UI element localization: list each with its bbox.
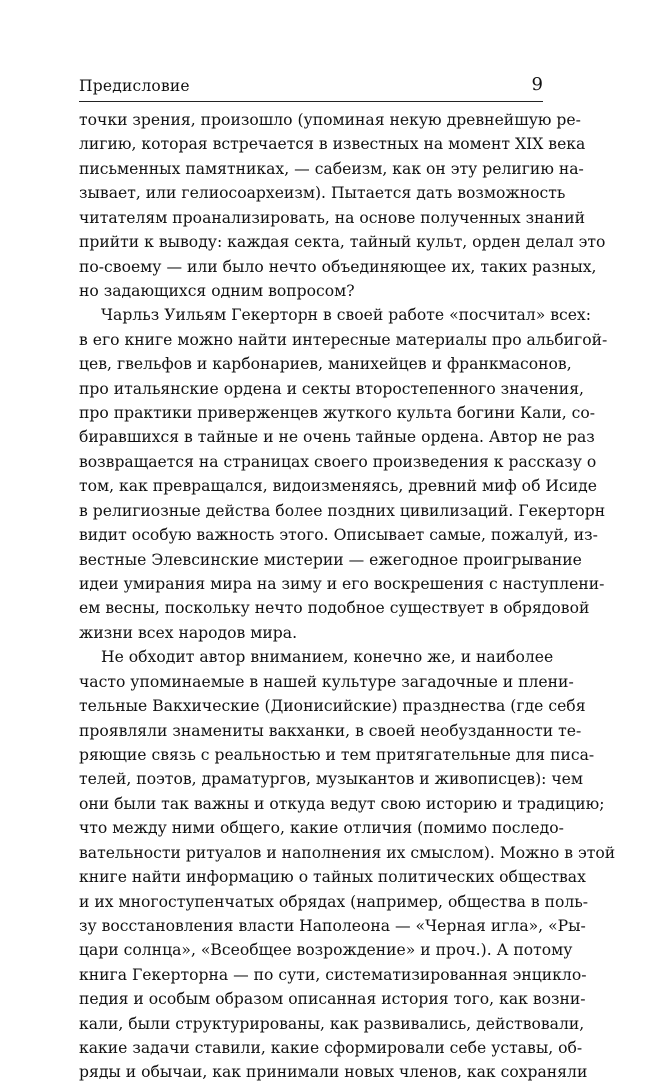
text-line: ряды и обычаи, как принимали новых членов, как сохраняли [79, 1063, 588, 1082]
header-rule [79, 101, 543, 102]
text-line: часто упоминаемые в нашей культуре загадочные и плени- [79, 672, 574, 691]
text-line: телей, поэтов, драматургов, музыкантов и живописцев): чем [79, 770, 584, 789]
text-line: возвращается на страницах своего произведения к рассказу о [79, 452, 597, 471]
section-title: Предисловие [79, 77, 190, 95]
running-header [79, 73, 543, 99]
text-line: по-своему — или было нечто объединяющее их, таких разных, [79, 257, 597, 276]
paragraph-2 [79, 303, 608, 645]
text-line: зывает, или гелиосоархеизм). Пытается дать возможность [79, 184, 566, 203]
text-line: книге найти информацию о тайных политических обществах [79, 868, 586, 887]
paragraph-1 [79, 108, 606, 303]
text-line: письменных памятниках, — сабеизм, как он эту религию на- [79, 159, 584, 178]
text-line: прийти к выводу: каждая секта, тайный культ, орден делал это [79, 233, 606, 252]
text-line: читателям проанализировать, на основе полученных знаний [79, 208, 585, 227]
paragraph-3 [79, 645, 616, 1085]
text-line: зу восстановления власти Наполеона — «Черная игла», «Ры- [79, 916, 586, 935]
text-line: лигию, которая встречается в известных на момент XIX века [79, 135, 586, 154]
text-line: идеи умирания мира на зиму и его воскрешения с наступлени- [79, 575, 605, 594]
text-line: кали, были структурированы, как развивались, действовали, [79, 1014, 585, 1033]
text-line: точки зрения, произошло (упоминая некую древнейшую ре- [79, 111, 581, 129]
text-line: вестные Элевсинские мистерии — ежегодное проигрывание [79, 550, 582, 569]
text-line: книга Гекерторна — по сути, систематизированная энцикло- [79, 965, 587, 984]
text-line: жизни всех народов мира. [79, 623, 298, 642]
text-line: том, как превращался, видоизменяясь, древний миф об Исиде [79, 477, 597, 496]
text-line: и их многоступенчатых обрядах (например, общества в поль- [79, 892, 589, 911]
text-line: ряющие связь с реальностью и тем притягательные для писа- [79, 745, 595, 764]
text-line: ем весны, поскольку нечто подобное существует в обрядовой [79, 599, 590, 618]
text-line: какие задачи ставили, какие сформировали себе уставы, об- [79, 1039, 583, 1058]
text-line: видит особую важность этого. Описывает самые, пожалуй, из- [79, 526, 598, 545]
text-line: Чарльз Уильям Гекерторн в своей работе «посчитал» всех: [101, 306, 591, 325]
text-line: биравшихся в тайные и не очень тайные ордена. Автор не раз [79, 428, 595, 447]
text-line: в религиозные действа более поздних цивилизаций. Гекерторн [79, 501, 606, 520]
text-line: цев, гвельфов и карбонариев, манихейцев и франкмасонов, [79, 355, 572, 374]
text-line: Не обходит автор вниманием, конечно же, и наиболее [101, 648, 554, 667]
text-line: но задающихся одним вопросом? [79, 281, 355, 300]
text-line: педия и особым образом описанная история того, как возни- [79, 990, 586, 1009]
text-line: про практики приверженцев жуткого культа богини Кали, со- [79, 404, 596, 423]
text-line: вательности ритуалов и наполнения их смыслом). Можно в этой [79, 843, 616, 862]
text-line: они были так важны и откуда ведут свою историю и традицию; [79, 794, 605, 813]
page-body [79, 108, 616, 1085]
text-line: в его книге можно найти интересные материалы про альбигой- [79, 330, 608, 349]
text-line: про итальянские ордена и секты второстепенного значения, [79, 379, 584, 398]
text-line: цари солнца», «Всеобщее возрождение» и проч.). А потому [79, 941, 573, 960]
page-number: 9 [531, 74, 543, 95]
text-line: тельные Вакхические (Дионисийские) празднества (где себя [79, 697, 586, 716]
text-line: что между ними общего, какие отличия (помимо последо- [79, 819, 564, 838]
text-line: проявляли знамениты вакханки, в своей необузданности те- [79, 721, 582, 740]
